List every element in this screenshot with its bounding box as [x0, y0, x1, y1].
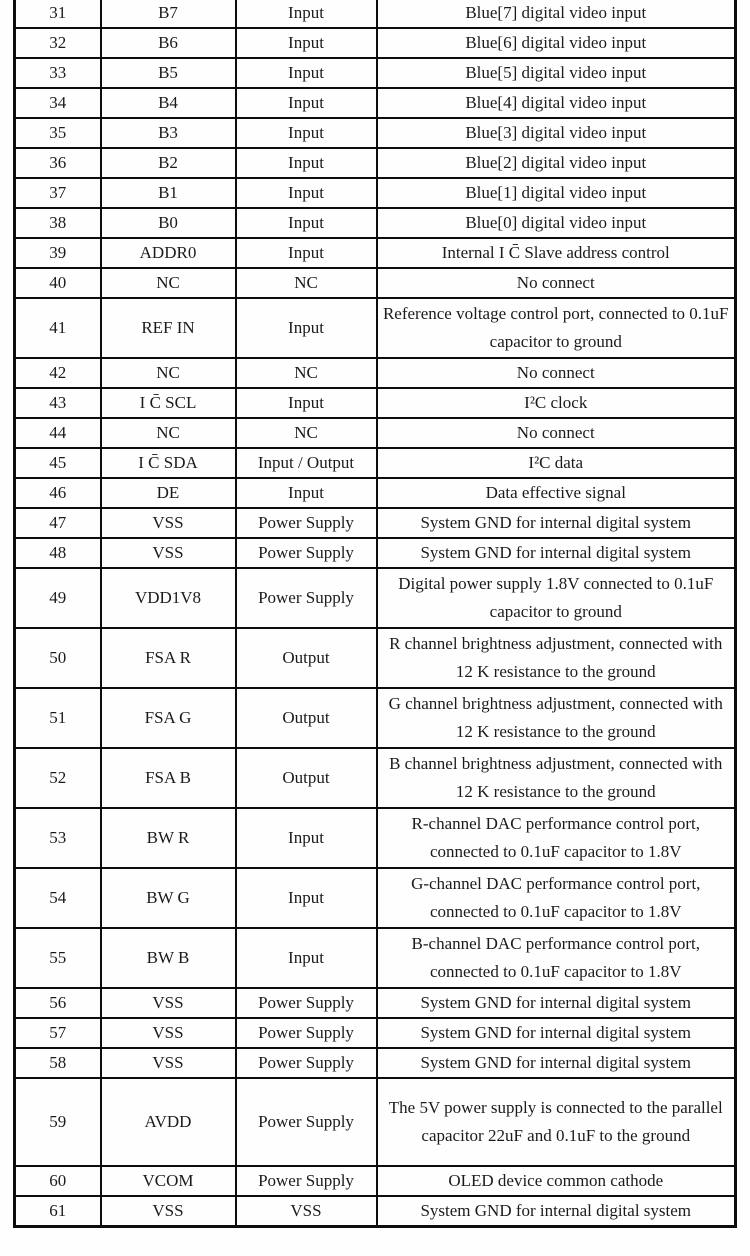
pin-name-cell: I C̄ SCL: [101, 388, 236, 418]
pin-name-cell: VSS: [101, 1048, 236, 1078]
pin-number-cell: 48: [15, 538, 101, 568]
pin-description-table: [13, 0, 737, 1228]
pin-name-cell: NC: [101, 268, 236, 298]
pin-type-cell: Power Supply: [236, 568, 377, 628]
pin-type-cell: NC: [236, 268, 377, 298]
pin-name-cell: REF IN: [101, 298, 236, 358]
pin-name-cell: VSS: [101, 1018, 236, 1048]
pin-name-cell: B2: [101, 148, 236, 178]
pin-name-cell: FSA B: [101, 748, 236, 808]
table-row: [15, 208, 736, 238]
pin-description-cell: Internal I C̄ Slave address control: [377, 238, 736, 268]
pin-number-cell: 37: [15, 178, 101, 208]
pin-number-cell: 43: [15, 388, 101, 418]
table-row: [15, 688, 736, 748]
pin-description-cell: Reference voltage control port, connected to 0.1uF capacitor to ground: [377, 298, 736, 358]
pin-description-cell: No connect: [377, 358, 736, 388]
pin-description-cell: Blue[5] digital video input: [377, 58, 736, 88]
pin-description-cell: System GND for internal digital system: [377, 508, 736, 538]
table-row: [15, 418, 736, 448]
pin-type-cell: Output: [236, 628, 377, 688]
pin-description-cell: Blue[3] digital video input: [377, 118, 736, 148]
pin-type-cell: Input: [236, 58, 377, 88]
table-row: [15, 178, 736, 208]
pin-number-cell: 42: [15, 358, 101, 388]
pin-number-cell: 59: [15, 1078, 101, 1166]
pin-description-cell: B-channel DAC performance control port, connected to 0.1uF capacitor to 1.8V: [377, 928, 736, 988]
pin-type-cell: Input: [236, 868, 377, 928]
pin-description-cell: Digital power supply 1.8V connected to 0.1uF capacitor to ground: [377, 568, 736, 628]
pin-description-cell: Blue[4] digital video input: [377, 88, 736, 118]
pin-type-cell: Power Supply: [236, 1018, 377, 1048]
table-row: [15, 568, 736, 628]
table-row: [15, 808, 736, 868]
pin-name-cell: VCOM: [101, 1166, 236, 1196]
pin-number-cell: 60: [15, 1166, 101, 1196]
pin-type-cell: Power Supply: [236, 1166, 377, 1196]
pin-type-cell: VSS: [236, 1196, 377, 1227]
pin-name-cell: BW B: [101, 928, 236, 988]
pin-name-cell: B5: [101, 58, 236, 88]
pin-number-cell: 36: [15, 148, 101, 178]
pin-type-cell: Input: [236, 298, 377, 358]
pin-description-cell: System GND for internal digital system: [377, 1196, 736, 1227]
pin-description-cell: Blue[1] digital video input: [377, 178, 736, 208]
pin-description-cell: Data effective signal: [377, 478, 736, 508]
pin-description-cell: System GND for internal digital system: [377, 988, 736, 1018]
table-row: [15, 748, 736, 808]
table-row: [15, 448, 736, 478]
table-row: [15, 0, 736, 28]
pin-type-cell: NC: [236, 358, 377, 388]
pin-name-cell: DE: [101, 478, 236, 508]
pin-name-cell: VDD1V8: [101, 568, 236, 628]
table-row: [15, 868, 736, 928]
pin-number-cell: 44: [15, 418, 101, 448]
pin-number-cell: 49: [15, 568, 101, 628]
pin-description-cell: System GND for internal digital system: [377, 1018, 736, 1048]
pin-number-cell: 47: [15, 508, 101, 538]
pin-type-cell: Input: [236, 808, 377, 868]
pin-description-cell: I²C data: [377, 448, 736, 478]
pin-description-cell: Blue[6] digital video input: [377, 28, 736, 58]
table-row: [15, 298, 736, 358]
table-row: [15, 628, 736, 688]
pin-type-cell: Output: [236, 748, 377, 808]
pin-name-cell: B0: [101, 208, 236, 238]
pin-number-cell: 46: [15, 478, 101, 508]
pin-number-cell: 31: [15, 0, 101, 28]
table-row: [15, 88, 736, 118]
pin-description-cell: No connect: [377, 268, 736, 298]
pin-description-cell: G channel brightness adjustment, connected with 12 K resistance to the ground: [377, 688, 736, 748]
pin-name-cell: B6: [101, 28, 236, 58]
table-row: [15, 538, 736, 568]
pin-type-cell: NC: [236, 418, 377, 448]
pin-name-cell: B4: [101, 88, 236, 118]
table-row: [15, 1166, 736, 1196]
pin-number-cell: 61: [15, 1196, 101, 1227]
table-row: [15, 1018, 736, 1048]
table-row: [15, 58, 736, 88]
pin-type-cell: Power Supply: [236, 538, 377, 568]
pin-type-cell: Input: [236, 28, 377, 58]
pin-type-cell: Input: [236, 178, 377, 208]
pin-type-cell: Input: [236, 388, 377, 418]
pin-type-cell: Input: [236, 0, 377, 28]
pin-number-cell: 38: [15, 208, 101, 238]
pin-name-cell: FSA R: [101, 628, 236, 688]
table-row: [15, 988, 736, 1018]
pin-name-cell: NC: [101, 358, 236, 388]
pin-number-cell: 57: [15, 1018, 101, 1048]
pin-name-cell: FSA G: [101, 688, 236, 748]
pin-name-cell: NC: [101, 418, 236, 448]
pin-number-cell: 39: [15, 238, 101, 268]
pin-number-cell: 32: [15, 28, 101, 58]
pin-description-cell: System GND for internal digital system: [377, 1048, 736, 1078]
pin-description-cell: Blue[0] digital video input: [377, 208, 736, 238]
pin-description-cell: OLED device common cathode: [377, 1166, 736, 1196]
pin-name-cell: ADDR0: [101, 238, 236, 268]
pin-table-body: [15, 0, 736, 1227]
pin-name-cell: B3: [101, 118, 236, 148]
pin-description-cell: No connect: [377, 418, 736, 448]
table-row: [15, 388, 736, 418]
pin-name-cell: B1: [101, 178, 236, 208]
pin-description-cell: Blue[7] digital video input: [377, 0, 736, 28]
pin-type-cell: Power Supply: [236, 988, 377, 1018]
table-row: [15, 358, 736, 388]
pin-type-cell: Input / Output: [236, 448, 377, 478]
pin-name-cell: VSS: [101, 1196, 236, 1227]
pin-description-cell: R-channel DAC performance control port, connected to 0.1uF capacitor to 1.8V: [377, 808, 736, 868]
pin-description-cell: G-channel DAC performance control port, connected to 0.1uF capacitor to 1.8V: [377, 868, 736, 928]
pin-type-cell: Power Supply: [236, 508, 377, 538]
pin-name-cell: VSS: [101, 508, 236, 538]
table-row: [15, 928, 736, 988]
pin-number-cell: 50: [15, 628, 101, 688]
pin-number-cell: 33: [15, 58, 101, 88]
pin-type-cell: Input: [236, 208, 377, 238]
pin-description-cell: I²C clock: [377, 388, 736, 418]
pin-type-cell: Input: [236, 148, 377, 178]
pin-number-cell: 40: [15, 268, 101, 298]
pin-type-cell: Input: [236, 238, 377, 268]
pin-number-cell: 55: [15, 928, 101, 988]
pin-description-cell: B channel brightness adjustment, connected with 12 K resistance to the ground: [377, 748, 736, 808]
table-row: [15, 1048, 736, 1078]
pin-number-cell: 58: [15, 1048, 101, 1078]
pin-name-cell: B7: [101, 0, 236, 28]
pin-type-cell: Input: [236, 118, 377, 148]
pin-description-cell: System GND for internal digital system: [377, 538, 736, 568]
pin-type-cell: Power Supply: [236, 1048, 377, 1078]
pin-type-cell: Input: [236, 478, 377, 508]
pin-name-cell: AVDD: [101, 1078, 236, 1166]
pin-number-cell: 34: [15, 88, 101, 118]
pin-type-cell: Input: [236, 928, 377, 988]
table-row: [15, 268, 736, 298]
pin-type-cell: Output: [236, 688, 377, 748]
table-row: [15, 148, 736, 178]
table-row: [15, 238, 736, 268]
table-row: [15, 1196, 736, 1227]
pin-name-cell: I C̄ SDA: [101, 448, 236, 478]
pin-number-cell: 52: [15, 748, 101, 808]
pin-type-cell: Power Supply: [236, 1078, 377, 1166]
pin-number-cell: 53: [15, 808, 101, 868]
pin-number-cell: 54: [15, 868, 101, 928]
pin-number-cell: 51: [15, 688, 101, 748]
pin-name-cell: BW G: [101, 868, 236, 928]
pin-description-cell: The 5V power supply is connected to the parallel capacitor 22uF and 0.1uF to the ground: [377, 1078, 736, 1166]
table-row: [15, 118, 736, 148]
pin-name-cell: VSS: [101, 538, 236, 568]
table-row: [15, 478, 736, 508]
pin-number-cell: 41: [15, 298, 101, 358]
pin-name-cell: VSS: [101, 988, 236, 1018]
table-row: [15, 1078, 736, 1166]
table-row: [15, 28, 736, 58]
pin-description-cell: R channel brightness adjustment, connected with 12 K resistance to the ground: [377, 628, 736, 688]
table-row: [15, 508, 736, 538]
pin-number-cell: 45: [15, 448, 101, 478]
pin-number-cell: 35: [15, 118, 101, 148]
pin-number-cell: 56: [15, 988, 101, 1018]
pin-type-cell: Input: [236, 88, 377, 118]
pin-name-cell: BW R: [101, 808, 236, 868]
pin-description-cell: Blue[2] digital video input: [377, 148, 736, 178]
